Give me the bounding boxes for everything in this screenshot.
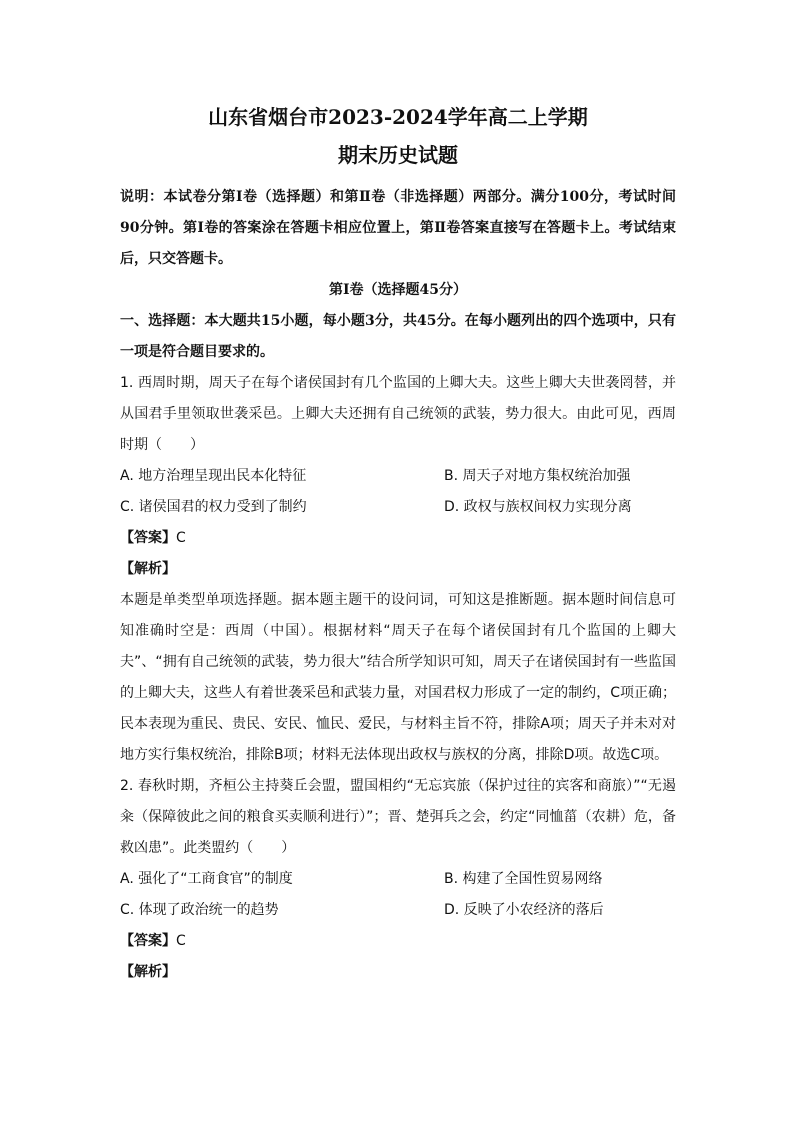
- exam-title-line2: 期末历史试题: [338, 143, 458, 167]
- analysis-label: 【解析】: [120, 561, 176, 577]
- option-d: D. 政权与族权间权力实现分离: [444, 499, 632, 515]
- option-d: D. 反映了小农经济的落后: [444, 902, 604, 918]
- option-c: C. 诸侯国君的权力受到了制约: [120, 499, 307, 515]
- option-b: B. 周天子对地方集权统治加强: [444, 468, 631, 484]
- question-2: [120, 771, 676, 988]
- answer-value: C: [176, 530, 186, 546]
- section1-intro: 一、选择题：本大题共15小题，每小题3分，共45分。在每小题列出的四个选项中，只有一项是符合题目要求的。: [120, 313, 676, 360]
- option-a: A. 强化了“工商食官”的制度: [120, 871, 293, 887]
- exam-title-line1: 山东省烟台市2023-2024学年高二上学期: [208, 105, 588, 129]
- analysis-text: 本题是单类型单项选择题。据本题主题干的设问词，可知这是推断题。据本题时间信息可知准确时空是：西周（中国）。根据材料“周天子在每个诸侯国封有几个监国的上卿大夫”、“拥有自己统领的武装，势力很大”结合所学知识可知，周天子在诸侯国封有一些监国的上卿大夫，这些人有着世袭采邑和武装力量，对国君权力形成了一定的制约，C项正确；民本表现为重民、贵民、安民、恤民、爱民，与材料主旨不符，排除A项；周天子并未对对地方实行集权统治，排除B项；材料无法体现出政权与族权的分离，排除D项。故选C项。: [120, 592, 676, 763]
- answer-label: 【答案】: [120, 530, 176, 546]
- answer-line: [120, 926, 676, 957]
- answer-label: 【答案】: [120, 933, 176, 949]
- question-stem: 2. 春秋时期，齐桓公主持葵丘会盟，盟国相约“无忘宾旅（保护过往的宾客和商旅）”“无遏籴（保障彼此之间的粮食买卖顺利进行）”；晋、楚弭兵之会，约定“同恤菑（农耕）危，备救凶患”。此类盟约（ ）: [120, 778, 676, 856]
- part1-heading: 第Ⅰ卷（选择题45分）: [328, 282, 468, 298]
- analysis-label: 【解析】: [120, 964, 176, 980]
- exam-instructions: 说明：本试卷分第Ⅰ卷（选择题）和第Ⅱ卷（非选择题）两部分。满分100分，考试时间90分钟。第Ⅰ卷的答案涂在答题卡相应位置上，第Ⅱ卷答案直接写在答题卡上。考试结束后，只交答题卡。: [120, 189, 676, 267]
- question-options: [120, 461, 676, 523]
- option-a: A. 地方治理呈现出民本化特征: [120, 468, 307, 484]
- exam-page: [120, 100, 676, 988]
- answer-value: C: [176, 933, 186, 949]
- answer-line: [120, 523, 676, 554]
- question-1: [120, 368, 676, 771]
- option-c: C. 体现了政治统一的趋势: [120, 902, 279, 918]
- question-options: [120, 864, 676, 926]
- option-b: B. 构建了全国性贸易网络: [444, 871, 603, 887]
- question-stem: 1. 西周时期，周天子在每个诸侯国封有几个监国的上卿大夫。这些上卿大夫世袭罔替，并从国君手里领取世袭采邑。上卿大夫还拥有自己统领的武装，势力很大。由此可见，西周时期（ ）: [120, 375, 676, 453]
